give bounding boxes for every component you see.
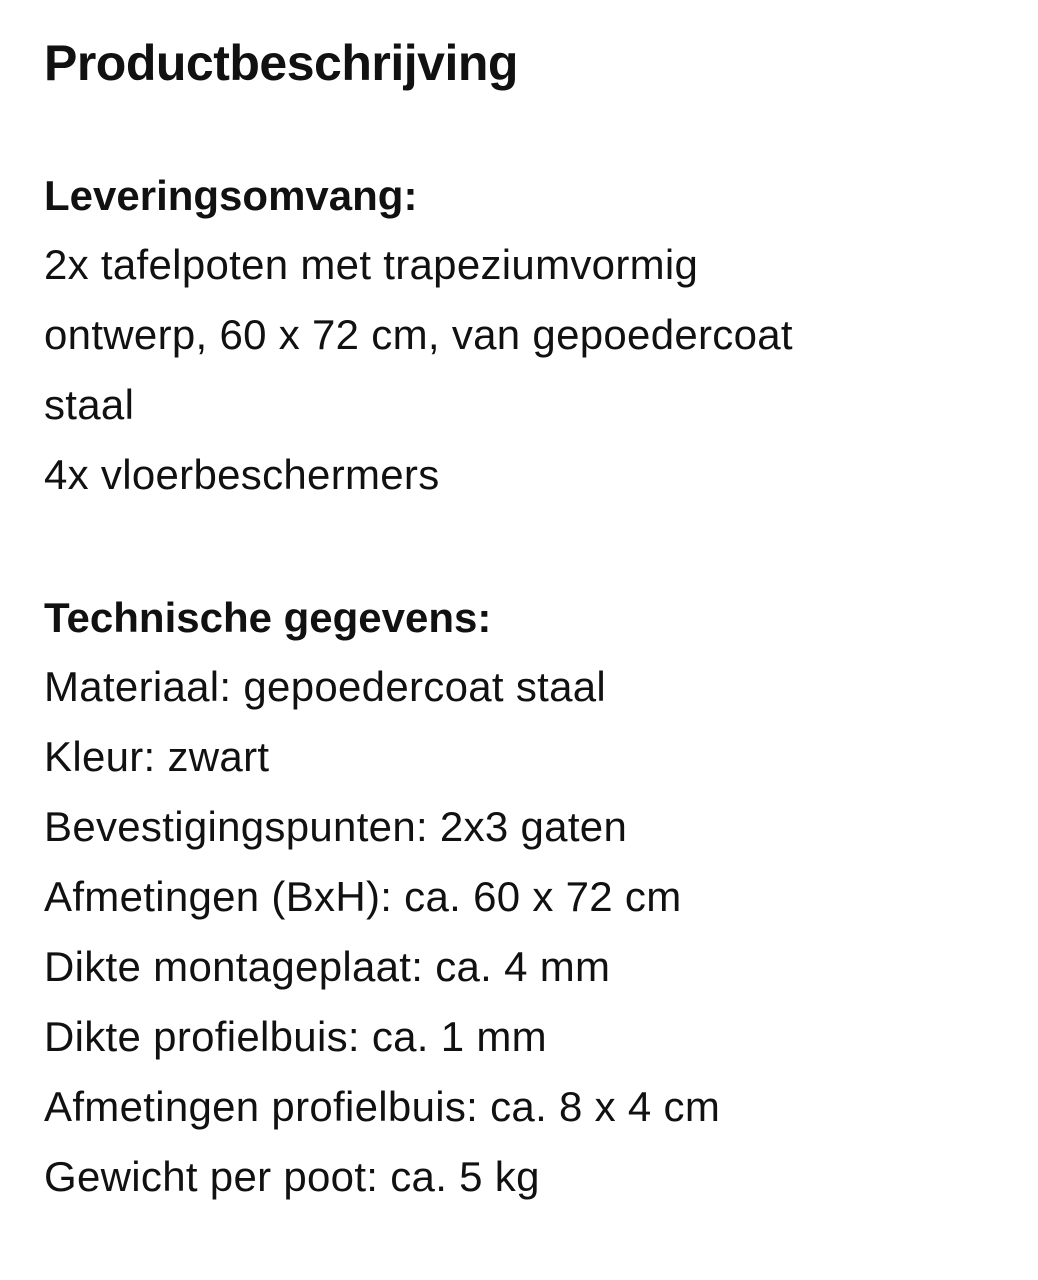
spec-line-dimensions: Afmetingen (BxH): ca. 60 x 72 cm: [44, 873, 682, 920]
delivery-list: [44, 230, 1004, 510]
technical-section: [44, 588, 1004, 1212]
delivery-line: ontwerp, 60 x 72 cm, van gepoedercoat: [44, 311, 793, 358]
page-title: Productbeschrijving: [44, 35, 518, 91]
spec-line-color: Kleur: zwart: [44, 733, 270, 780]
spec-line-tube-thickness: Dikte profielbuis: ca. 1 mm: [44, 1013, 547, 1060]
spec-line-mounting-points: Bevestigingspunten: 2x3 gaten: [44, 803, 628, 850]
delivery-heading: Leveringsomvang:: [44, 172, 418, 219]
delivery-section: [44, 166, 1004, 510]
technical-heading: Technische gegevens:: [44, 594, 492, 641]
product-description-panel: [44, 28, 1004, 1200]
spec-line-material: Materiaal: gepoedercoat staal: [44, 663, 607, 710]
delivery-line: 2x tafelpoten met trapeziumvormig: [44, 241, 699, 288]
spec-line-plate-thickness: Dikte montageplaat: ca. 4 mm: [44, 943, 611, 990]
delivery-line: staal: [44, 381, 135, 428]
spec-line-tube-dimensions: Afmetingen profielbuis: ca. 8 x 4 cm: [44, 1083, 721, 1130]
technical-list: [44, 652, 1004, 1212]
delivery-line: 4x vloerbeschermers: [44, 451, 440, 498]
spec-line-weight: Gewicht per poot: ca. 5 kg: [44, 1153, 540, 1200]
